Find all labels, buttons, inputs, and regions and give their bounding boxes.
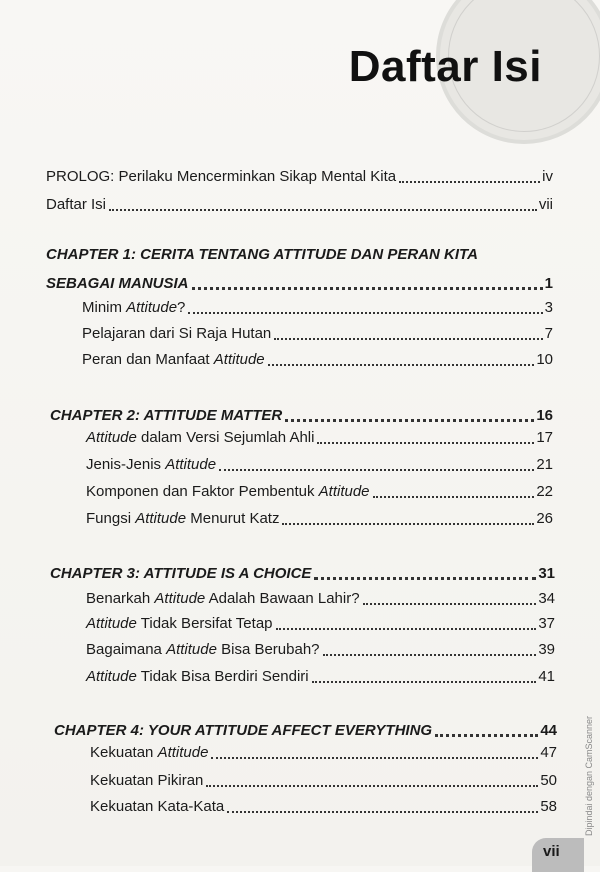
toc-item[interactable] [90, 743, 557, 763]
toc-page-number: 21 [536, 456, 553, 473]
dot-leader [188, 298, 542, 314]
dot-leader [276, 614, 537, 630]
toc-item-label: Bagaimana Attitude Bisa Berubah? [86, 641, 320, 658]
dot-leader [211, 743, 538, 759]
toc-item-label: Benarkah Attitude Adalah Bawaan Lahir? [86, 590, 360, 607]
dot-leader [314, 563, 536, 580]
toc-item[interactable] [86, 589, 555, 609]
toc-entry-label: PROLOG: Perilaku Mencerminkan Sikap Mental Kita [46, 168, 397, 185]
toc-item[interactable] [86, 509, 553, 529]
chapter-2-heading[interactable] [50, 405, 553, 426]
toc-page-number: 3 [544, 299, 553, 316]
toc-item-label: Attitude Tidak Bersifat Tetap [86, 615, 273, 632]
toc-item[interactable] [82, 324, 553, 344]
chapter-title-continued: SEBAGAI MANUSIA [46, 275, 189, 292]
chapter-3-heading[interactable] [50, 563, 555, 584]
chapter-title: CHAPTER 4: YOUR ATTITUDE AFFECT EVERYTHING [54, 722, 433, 739]
toc-item[interactable] [86, 428, 553, 448]
toc-page-number: vii [538, 196, 553, 213]
dot-leader [282, 509, 534, 525]
dot-leader [227, 797, 538, 813]
chapter-title: CHAPTER 1: CERITA TENTANG ATTITUDE DAN PERAN KITA [46, 246, 478, 263]
toc-item[interactable] [82, 298, 553, 318]
toc-item-label: Pelajaran dari Si Raja Hutan [82, 325, 272, 342]
toc-item[interactable] [86, 640, 555, 660]
toc-page-number: 44 [540, 722, 557, 739]
toc-page-number: 37 [538, 615, 555, 632]
dot-leader [373, 482, 535, 498]
toc-page-number: 58 [540, 798, 557, 815]
scanner-watermark [582, 716, 596, 836]
toc-page-number: 22 [536, 483, 553, 500]
dot-leader [323, 640, 537, 656]
toc-item-label: Attitude dalam Versi Sejumlah Ahli [86, 429, 315, 446]
toc-item-label: Komponen dan Faktor Pembentuk Attitude [86, 483, 370, 500]
toc-item-label: Peran dan Manfaat Attitude [82, 351, 265, 368]
toc-page-number: 31 [538, 565, 555, 582]
toc-item[interactable] [90, 797, 557, 817]
dot-leader [285, 405, 534, 422]
toc-item-label: Fungsi Attitude Menurut Katz [86, 510, 280, 527]
toc-entry-label: Daftar Isi [46, 196, 107, 213]
dot-leader [268, 350, 535, 366]
dot-leader [435, 720, 538, 737]
dot-leader [399, 167, 540, 183]
toc-item-label: Kekuatan Kata-Kata [90, 798, 225, 815]
chapter-title: CHAPTER 2: ATTITUDE MATTER [50, 407, 283, 424]
toc-page-number: 47 [540, 744, 557, 761]
chapter-1-heading-line1[interactable] [46, 245, 553, 265]
toc-item[interactable] [86, 614, 555, 634]
dot-leader [363, 589, 537, 605]
toc-page-number: 7 [544, 325, 553, 342]
toc-item[interactable] [86, 482, 553, 502]
toc-item[interactable] [86, 667, 555, 687]
dot-leader [317, 428, 534, 444]
toc-page-number: 26 [536, 510, 553, 527]
dot-leader [206, 771, 538, 787]
toc-item-label: Kekuatan Pikiran [90, 772, 204, 789]
dot-leader [274, 324, 542, 340]
page-number: vii [543, 843, 560, 860]
toc-page-number: 10 [536, 351, 553, 368]
toc-page-number: 16 [536, 407, 553, 424]
dot-leader [192, 273, 543, 290]
chapter-title: CHAPTER 3: ATTITUDE IS A CHOICE [50, 565, 312, 582]
chapter-4-heading[interactable] [54, 720, 557, 741]
toc-item-label: Attitude Tidak Bisa Berdiri Sendiri [86, 668, 309, 685]
toc-item[interactable] [90, 771, 557, 791]
toc-entry-daftar-isi[interactable] [46, 195, 553, 215]
watermark-text: Dipindai dengan CamScanner [584, 715, 594, 837]
toc-entry-prolog[interactable] [46, 167, 553, 187]
dot-leader [312, 667, 537, 683]
toc-page-number: 1 [544, 275, 553, 292]
toc-page-number: 39 [538, 641, 555, 658]
toc-page-number: 50 [540, 772, 557, 789]
toc-page-number: iv [542, 168, 553, 185]
toc-page-number: 41 [538, 668, 555, 685]
toc-page-number: 17 [536, 429, 553, 446]
toc-item-label: Jenis-Jenis Attitude [86, 456, 217, 473]
toc-item-label: Minim Attitude? [82, 299, 186, 316]
dot-leader [109, 195, 537, 211]
toc-item[interactable] [82, 350, 553, 370]
toc-item-label: Kekuatan Attitude [90, 744, 209, 761]
page-title: Daftar Isi [348, 42, 542, 91]
dot-leader [219, 455, 534, 471]
toc-item[interactable] [86, 455, 553, 475]
toc-page-number: 34 [538, 590, 555, 607]
chapter-1-heading-line2[interactable] [46, 273, 553, 294]
